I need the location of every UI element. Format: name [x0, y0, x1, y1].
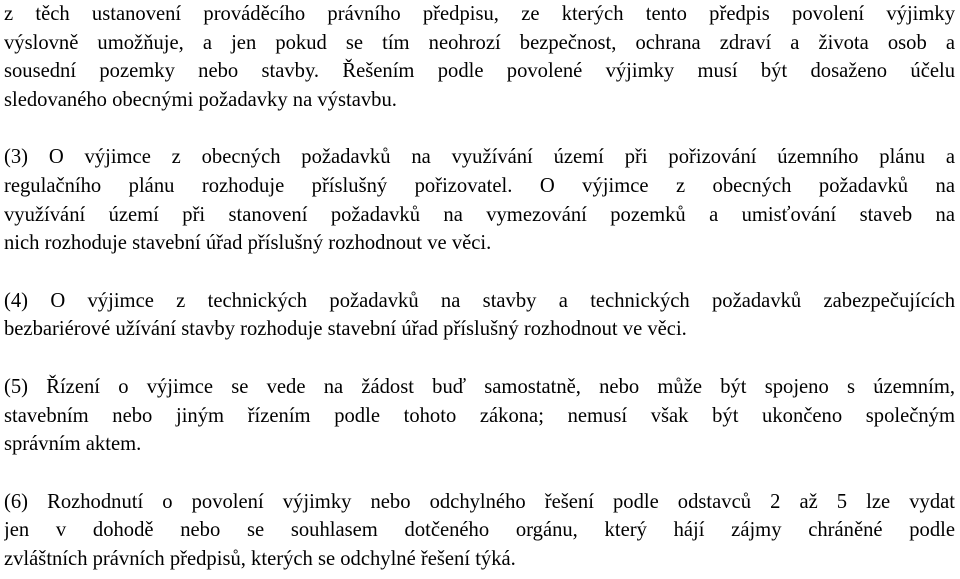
text-line: zvláštních právních předpisů, kterých se odchylné řešení týká.	[4, 547, 516, 570]
text-line: z těch ustanovení prováděcího právního předpisu, ze kterých tento předpis povolení výjimky	[4, 3, 955, 25]
text-line: výslovně umožňuje, a jen pokud se tím neohrozí bezpečnost, ochrana zdraví a života osob a	[4, 31, 955, 54]
text-line: stavebním nebo jiným řízením podle tohoto zákona; nemusí však být ukončeno společným	[4, 404, 955, 427]
paragraph-3	[4, 143, 955, 257]
text-line: (3) O výjimce z obecných požadavků na využívání území při pořizování územního plánu a	[4, 146, 955, 169]
text-line: správním aktem.	[4, 433, 142, 456]
paragraph-4	[4, 287, 955, 344]
paragraph-intro	[4, 0, 955, 114]
text-line: sousední pozemky nebo stavby. Řešením podle povolené výjimky musí být dosaženo účelu	[4, 60, 955, 83]
paragraph-5	[4, 373, 955, 459]
paragraph-gap	[4, 344, 955, 373]
text-line: sledovaného obecnými požadavky na výstavbu.	[4, 88, 397, 111]
paragraph-gap	[4, 258, 955, 287]
text-line: (6) Rozhodnutí o povolení výjimky nebo odchylného řešení podle odstavců 2 až 5 lze vydat	[4, 490, 955, 513]
text-line: bezbariérové užívání stavby rozhoduje stavební úřad příslušný rozhodnout ve věci.	[4, 318, 687, 341]
text-line: jen v dohodě nebo se souhlasem dotčeného orgánu, který hájí zájmy chráněné podle	[4, 519, 955, 542]
text-line: využívání území při stanovení požadavků na vymezování pozemků a umisťování staveb na	[4, 203, 955, 226]
paragraph-gap	[4, 114, 955, 143]
text-line: regulačního plánu rozhoduje příslušný pořizovatel. O výjimce z obecných požadavků na	[4, 174, 955, 197]
paragraph-gap	[4, 459, 955, 488]
text-line: nich rozhoduje stavební úřad příslušný rozhodnout ve věci.	[4, 232, 492, 255]
text-line: (4) O výjimce z technických požadavků na stavby a technických požadavků zabezpečujících	[4, 289, 955, 312]
text-line: (5) Řízení o výjimce se vede na žádost buď samostatně, nebo může být spojeno s územním,	[4, 375, 955, 398]
paragraph-6	[4, 488, 955, 574]
